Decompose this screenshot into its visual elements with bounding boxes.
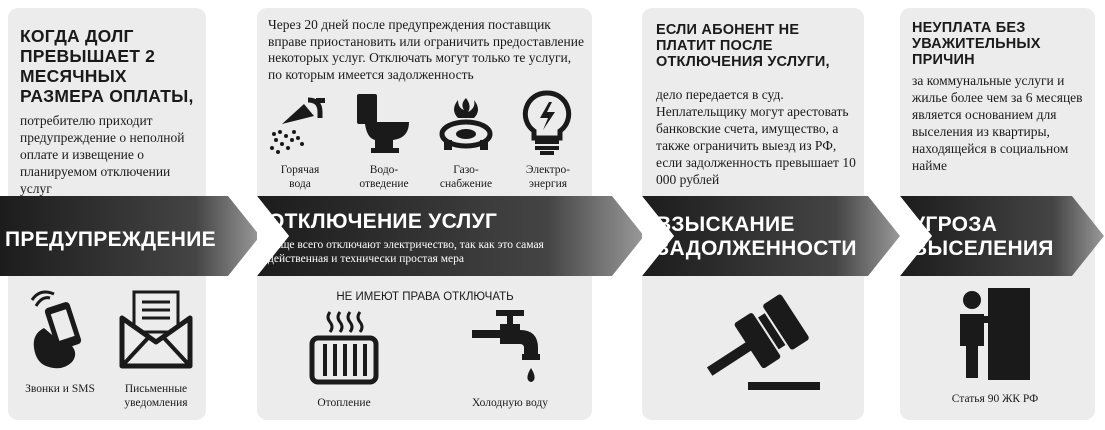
shower-icon bbox=[268, 94, 328, 154]
envelope-icon bbox=[118, 290, 194, 370]
forbidden-title: НЕ ИМЕЮТ ПРАВА ОТКЛЮЧАТЬ bbox=[336, 291, 514, 303]
step-3-text: дело передается в суд. Неплательщику могут арестовать банковские счета, имущество, а также ограничить выезд из РФ, если задолженность превышает 10 000 рублей bbox=[656, 87, 856, 187]
phone-icon bbox=[28, 292, 96, 372]
band-title-warning: ПРЕДУПРЕЖДЕНИЕ bbox=[5, 228, 216, 251]
step-1-text: потребителю приходит предупреждение о неполной оплате и извещение о планируемом отключении услуг bbox=[20, 113, 185, 196]
step-3-heading: ЕСЛИ АБОНЕНТ НЕ ПЛАТИТ ПОСЛЕ ОТКЛЮЧЕНИЯ УСЛУГИ, bbox=[656, 22, 830, 70]
caption-hot-water: Горячая вода bbox=[280, 164, 320, 190]
caption-heating: Отопление bbox=[317, 397, 371, 409]
caption-electricity: Электро-энергия bbox=[525, 164, 571, 190]
caption-article-90: Статья 90 ЖК РФ bbox=[951, 393, 1039, 405]
radiator-icon bbox=[308, 310, 380, 386]
caption-sewerage: Водо-отведение bbox=[359, 164, 409, 190]
step-4-heading: НЕУПЛАТА БЕЗ УВАЖИТЕЛЬНЫХ ПРИЧИН bbox=[912, 20, 1041, 68]
step-4-text: за коммунальные услуги и жилье более чем за 6 месяцев является основанием для выселения из квартиры, находящейся в социальном найме bbox=[912, 73, 1083, 173]
gas-burner-icon bbox=[438, 96, 494, 152]
toilet-icon bbox=[353, 92, 413, 154]
faucet-icon bbox=[470, 308, 550, 388]
step-2-text: Через 20 дней после предупреждения поставщик вправе приостановить или ограничить предоставление некоторых услуг. Отключать могут только те услуги, по которым имеется задолженность bbox=[268, 17, 584, 82]
band-title-eviction: УГРОЗА ВЫСЕЛЕНИЯ bbox=[912, 213, 1054, 260]
step-1-heading: КОГДА ДОЛГ ПРЕВЫШАЕТ 2 МЕСЯЧНЫХ РАЗМЕРА ОПЛАТЫ, bbox=[20, 26, 194, 106]
caption-cold-water: Холодную воду bbox=[472, 397, 548, 409]
band-title-disconnection: ОТКЛЮЧЕНИЕ УСЛУГ bbox=[268, 210, 498, 233]
caption-gas: Газо-снабжение bbox=[439, 164, 493, 190]
band-subtitle-disconnection: Чаще всего отключают электричество, так как это самая действенная и технически простая мера bbox=[268, 239, 544, 265]
band-title-debt-collection: ВЗЫСКАНИЕ ЗАДОЛЖЕННОСТИ bbox=[656, 213, 857, 260]
lightbulb-icon bbox=[522, 90, 572, 156]
gavel-icon bbox=[680, 300, 830, 392]
caption-letters: Письменные уведомления bbox=[124, 383, 188, 409]
caption-calls-sms: Звонки и SMS bbox=[25, 383, 95, 395]
eviction-door-icon bbox=[958, 286, 1038, 382]
